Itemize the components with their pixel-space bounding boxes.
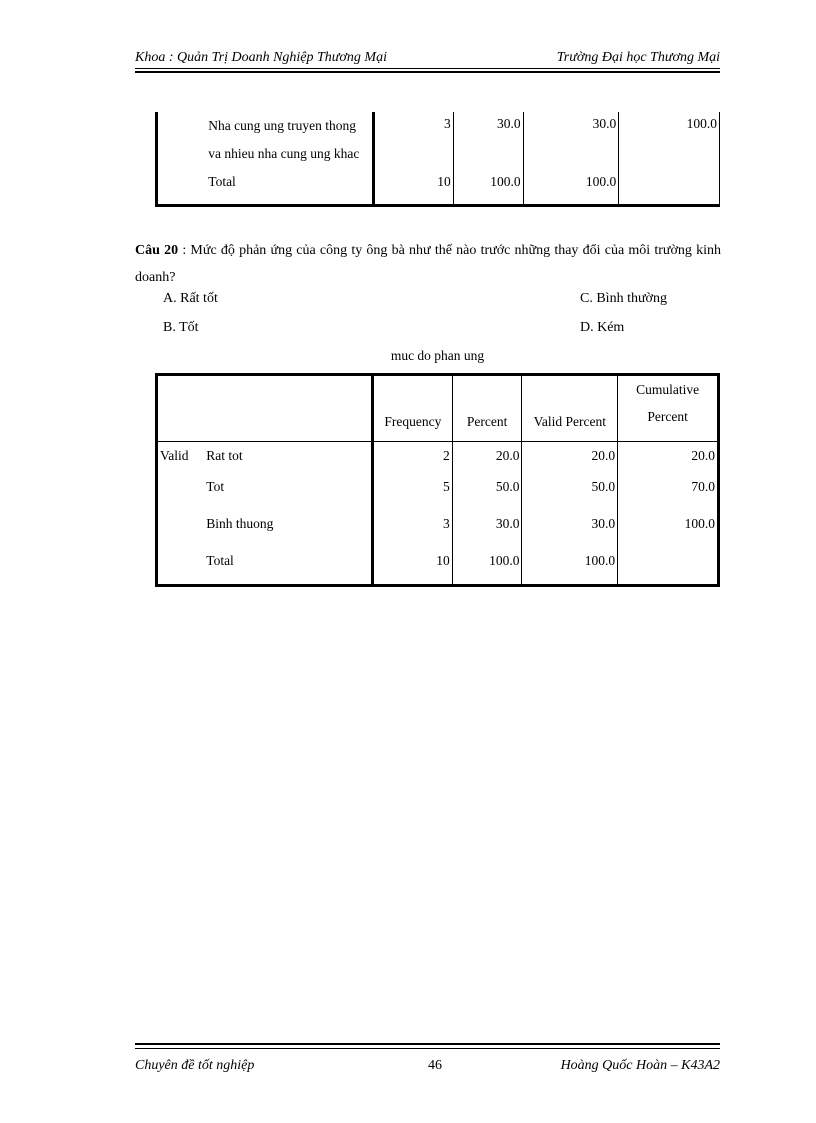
cell-percent: 30.0	[452, 510, 522, 547]
group-label: Valid	[160, 448, 189, 463]
row-label: Nha cung ung truyen thong va nhieu nha cung ung khac	[206, 112, 373, 168]
cell-cumulative	[619, 168, 720, 206]
row-label: Binh thuong	[206, 510, 372, 547]
header-frequency: Frequency	[373, 375, 453, 442]
cell-cumulative: 100.0	[686, 116, 717, 131]
cell-cumulative: 20.0	[691, 448, 715, 463]
page-number: 46	[428, 1058, 442, 1073]
question-number: Câu 20	[135, 243, 179, 258]
frequency-table	[155, 373, 720, 587]
table-header-row	[157, 375, 719, 442]
cell-valid-percent: 20.0	[522, 442, 618, 474]
cell-frequency: 10	[374, 168, 454, 206]
cell-cumulative	[618, 547, 719, 586]
option-b: B. Tốt	[163, 320, 199, 335]
header-university: Trường Đại học Thương Mại	[556, 50, 720, 65]
cell-percent: 30.0	[453, 112, 523, 168]
question-text: : Mức độ phản ứng của công ty ông bà như thế nào trước những thay đổi của môi trường kinh doanh?	[135, 243, 721, 285]
header-percent: Percent	[452, 375, 522, 442]
table-row	[157, 547, 719, 586]
footer-title: Chuyên đề tốt nghiệp	[135, 1058, 255, 1073]
cell-cumulative: 100.0	[684, 516, 715, 531]
cell-frequency: 3	[374, 112, 454, 168]
question-paragraph	[135, 237, 721, 291]
cell-valid-percent: 30.0	[523, 112, 619, 168]
cell-frequency: 2	[373, 442, 453, 474]
table-row	[157, 473, 719, 510]
header-faculty: Khoa : Quản Trị Doanh Nghiệp Thương Mại	[135, 50, 387, 65]
cell-percent: 50.0	[452, 473, 522, 510]
cell-frequency: 10	[373, 547, 453, 586]
header-cumulative-percent: Cumulative Percent	[636, 382, 700, 424]
row-label: Total	[206, 168, 373, 206]
cell-frequency: 3	[373, 510, 453, 547]
table-row	[157, 112, 720, 168]
header-rule-thick	[135, 71, 720, 73]
table-row	[157, 168, 720, 206]
option-a: A. Rất tốt	[163, 291, 218, 306]
cell-valid-percent: 50.0	[522, 473, 618, 510]
cell-percent: 100.0	[453, 168, 523, 206]
option-c: C. Bình thường	[580, 291, 667, 306]
cell-frequency: 5	[373, 473, 453, 510]
footer-rule-thin	[135, 1048, 720, 1049]
footer-rule-thick	[135, 1043, 720, 1045]
frequency-table-continued	[155, 112, 720, 207]
header-valid-percent: Valid Percent	[522, 375, 618, 442]
table-title: muc do phan ung	[390, 348, 485, 363]
cell-valid-percent: 30.0	[522, 510, 618, 547]
cell-valid-percent: 100.0	[523, 168, 619, 206]
cell-percent: 100.0	[452, 547, 522, 586]
table-row	[157, 442, 719, 474]
option-d: D. Kém	[580, 320, 625, 335]
header-rule-thin	[135, 68, 720, 69]
table-row	[157, 510, 719, 547]
row-label: Tot	[206, 473, 372, 510]
cell-percent: 20.0	[452, 442, 522, 474]
cell-valid-percent: 100.0	[522, 547, 618, 586]
footer-author: Hoàng Quốc Hoàn – K43A2	[560, 1058, 720, 1073]
row-label: Total	[206, 547, 372, 586]
cell-cumulative: 70.0	[691, 479, 715, 494]
row-label: Rat tot	[206, 442, 372, 474]
